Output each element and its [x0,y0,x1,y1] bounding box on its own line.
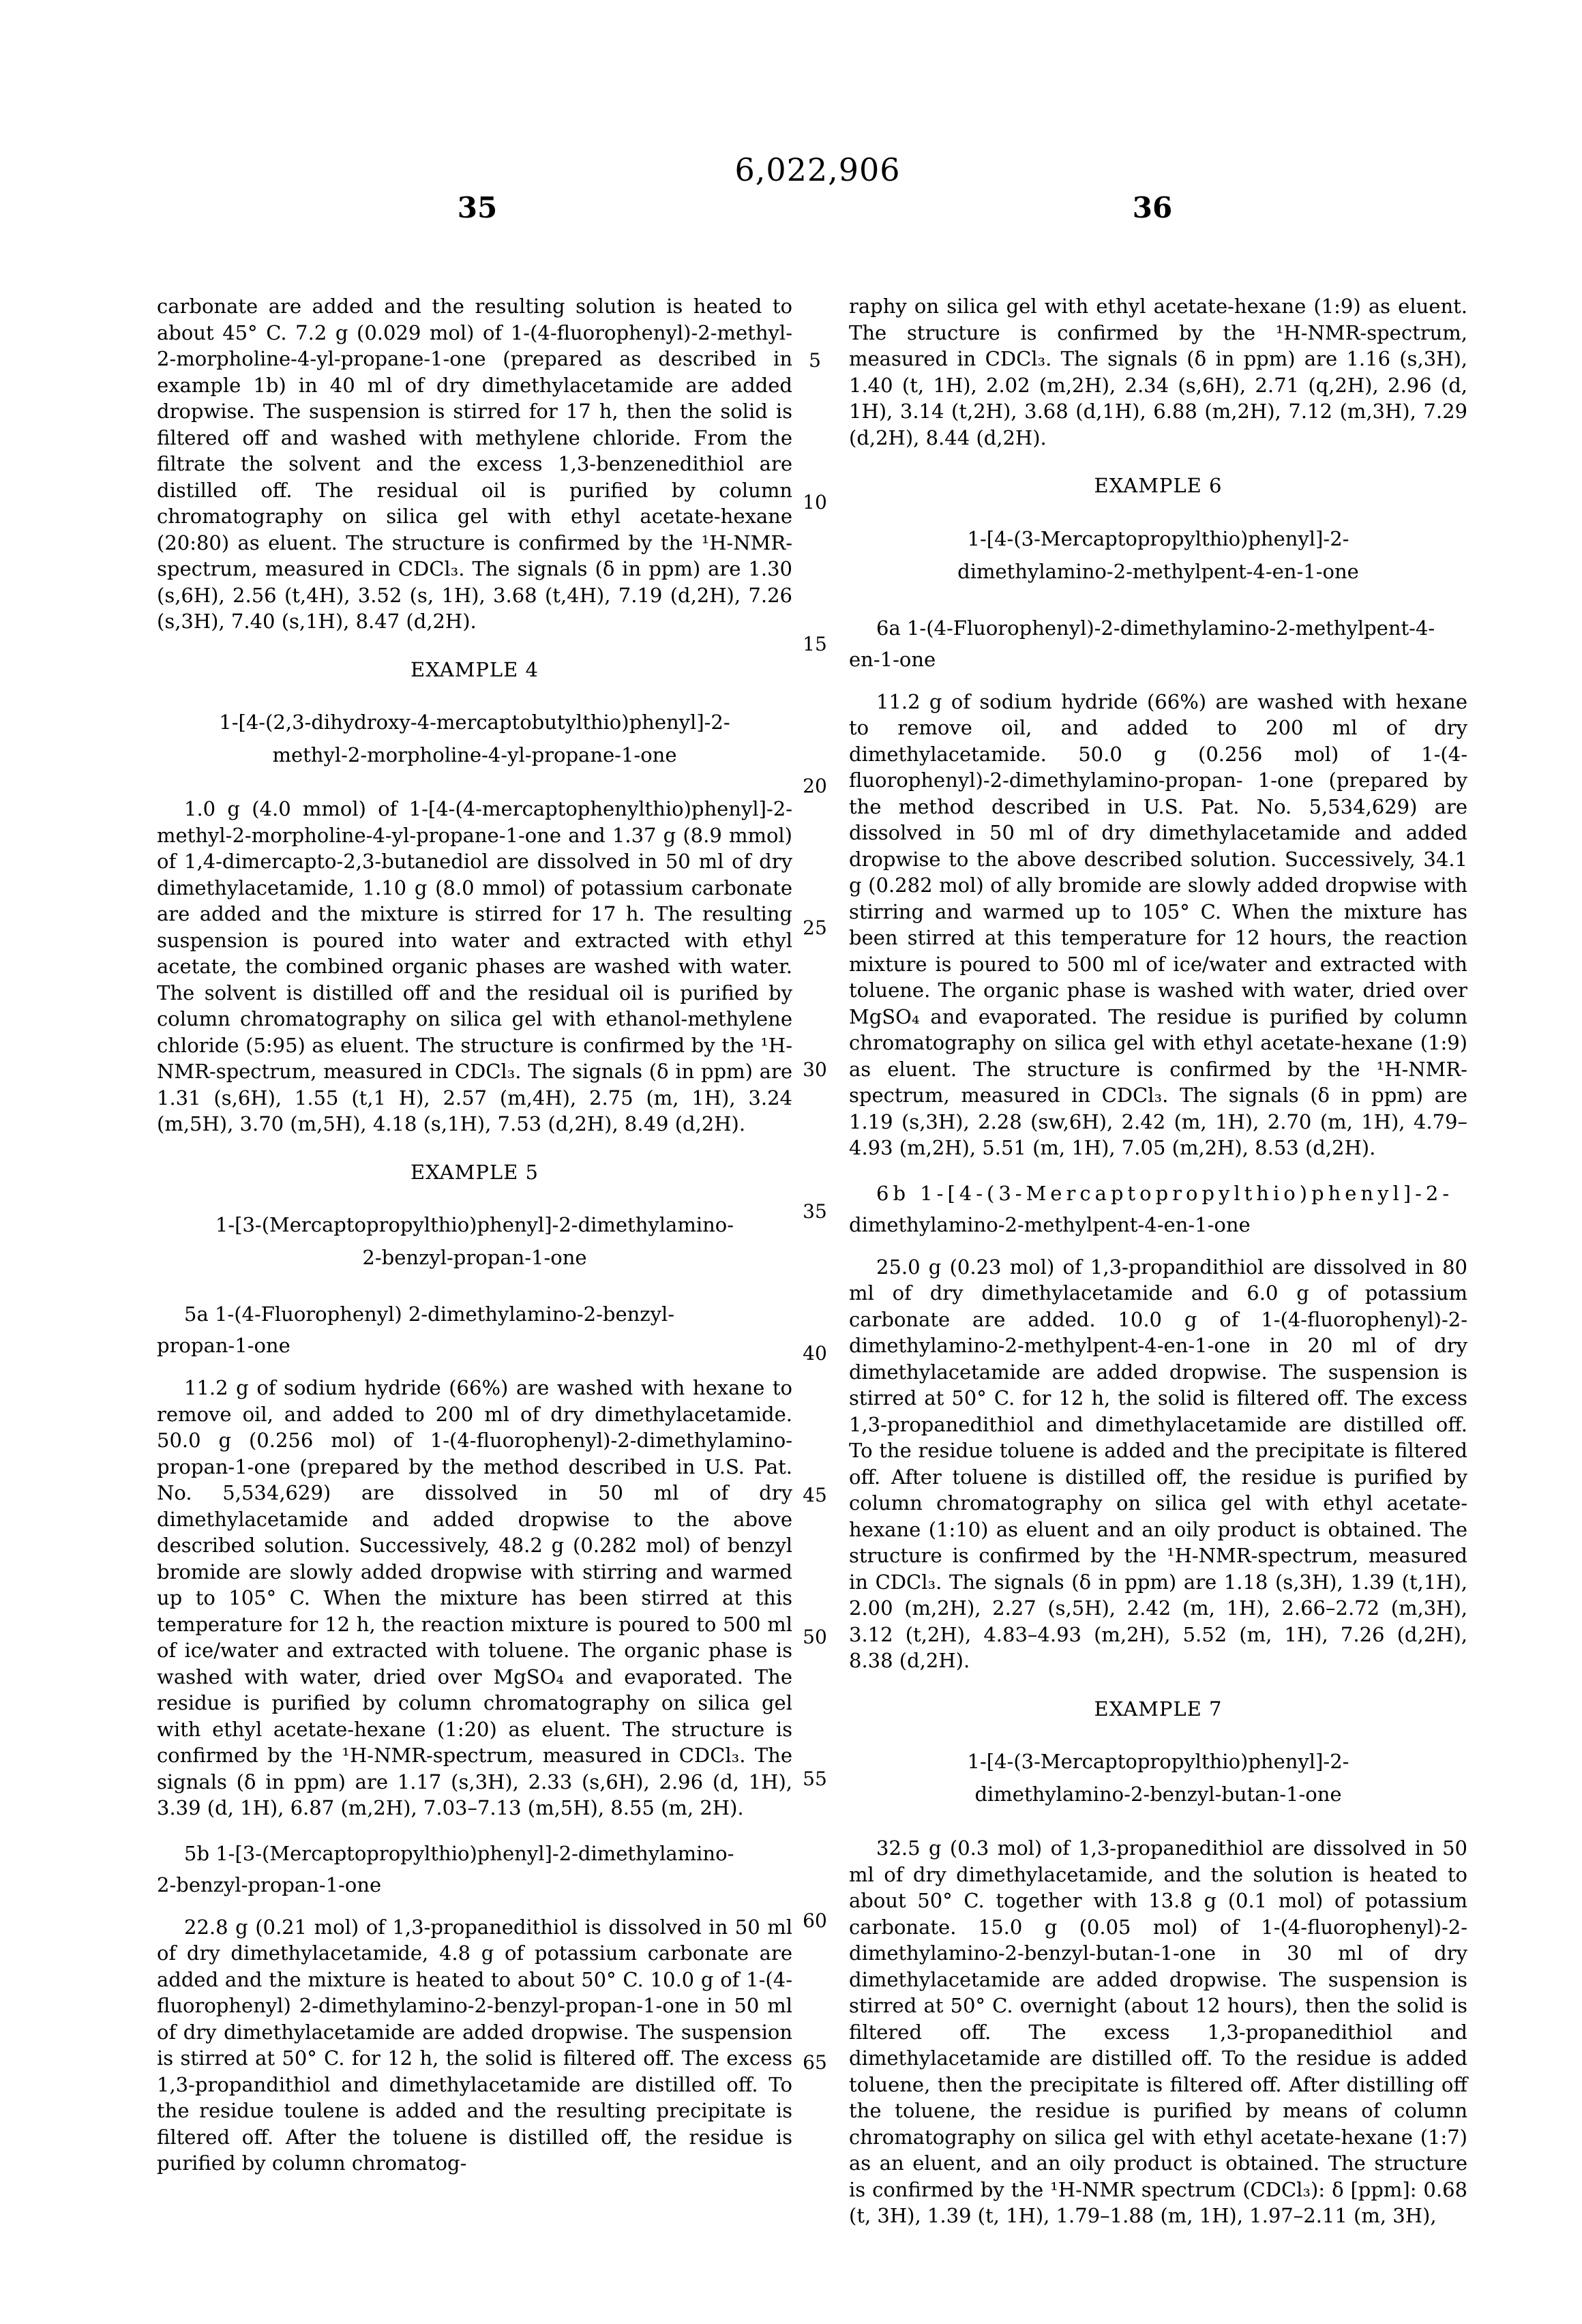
subsection-heading [849,1178,1467,1240]
example-heading: EXAMPLE 5 [410,1160,539,1184]
gutter-line-number: 65 [803,2051,827,2074]
title-line: 1-[4-(2,3-dihydroxy-4-mercaptobutylthio)phenyl]-2- [219,711,730,734]
subhead-line: 2-benzyl-propan-1-one [157,1873,382,1896]
subsection-heading [849,612,1467,675]
gutter-line-number: 60 [803,1909,827,1932]
title-line: 1-[4-(3-Mercaptopropylthio)phenyl]-2- [967,1750,1349,1773]
gutter-line-number: 45 [803,1484,827,1506]
subhead-line: 6a 1-(4-Fluorophenyl)-2-dimethylamino-2-methylpent-4- [876,616,1435,640]
gutter-line-number: 50 [803,1626,827,1648]
title-line: dimethylamino-2-benzyl-butan-1-one [974,1783,1342,1806]
gutter-line-number: 40 [803,1342,827,1365]
subhead-line: 5b 1-[3-(Mercaptopropylthio)phenyl]-2-dimethylamino- [184,1841,734,1865]
body-paragraph: 11.2 g of sodium hydride (66%) are washed with hexane to remove oil, and added to 200 ml of dry dimethylacetamide. 50.0 g (0.256 mol) of 1-(4-fluorophenyl)-2-dimethylamino-propan- 1-one (prepared by the method described in U.S. Pat. No. 5,534,629) are dissolved in 50 ml of dry dimethylacetamide and added dropwise to the above described solution. Successively, 34.1 g (0.282 mol) of ally bromide are slowly added dropwise with stirring and warmed up to 105° C. When the mixture has been stirred at this temperature for 12 hours, the reaction mixture is poured to 500 ml of ice/water and extracted with toluene. The organic phase is washed with water, dried over MgSO₄ and evaporated. The residue is purified by column chromatography on silica gel with ethyl acetate-hexane (1:9) as eluent. The structure is confirmed by the ¹H-NMR-spectrum, measured in CDCl₃. The signals (δ in ppm) are 1.19 (s,3H), 2.28 (sw,6H), 2.42 (m, 1H), 2.70 (m, 1H), 4.79–4.93 (m,2H), 5.51 (m, 1H), 7.05 (m,2H), 8.53 (d,2H). [849,689,1467,1159]
subhead-line: en-1-one [849,647,936,671]
body-paragraph: 32.5 g (0.3 mol) of 1,3-propanedithiol are dissolved in 50 ml of dry dimethylacetamide, and the solution is heated to about 50° C. together with 13.8 g (0.1 mol) of potassium carbonate. 15.0 g (0.05 mol) of 1-(4-fluorophenyl)-2-dimethylamino-2-benzyl-butan-1-one in 30 ml of dry dimethylacetamide are added dropwise. The suspension is stirred at 50° C. overnight (about 12 hours), then the solid is filtered off. The excess 1,3-propanedithiol and dimethylacetamide are distilled off. To the residue is added toluene, then the precipitate is filtered off. After distilling off the toluene, the residue is purified by means of column chromatography on silica gel with ethyl acetate-hexane (1:7) as an eluent, and an oily product is obtained. The structure is confirmed by the ¹H-NMR spectrum (CDCl₃): δ [ppm]: 0.68 (t, 3H), 1.39 (t, 1H), 1.79–1.88 (m, 1H), 1.97–2.11 (m, 3H), [849,1836,1467,2227]
compound-title [157,1208,792,1274]
title-line: 2-benzyl-propan-1-one [362,1246,587,1269]
gutter-line-number: 55 [803,1768,827,1790]
body-paragraph: 25.0 g (0.23 mol) of 1,3-propandithiol are dissolved in 80 ml of dry dimethylacetamide and 6.0 g of potassium carbonate are added. 10.0 g of 1-(4-fluorophenyl)-2-dimethylamino-2-methylpent-4-en-1-one in 20 ml of dry dimethylacetamide are added dropwise. The suspension is stirred at 50° C. for 12 h, the solid is filtered off. The excess 1,3-propanedithiol and dimethylacetamide are distilled off. To the residue toluene is added and the precipitate is filtered off. After toluene is distilled off, the residue is purified by column chromatography on silica gel with ethyl acetate-hexane (1:10) as eluent and an oily product is obtained. The structure is confirmed by the ¹H-NMR-spectrum, measured in CDCl₃. The signals (δ in ppm) are 1.18 (s,3H), 1.39 (t,1H), 2.00 (m,2H), 2.27 (s,5H), 2.42 (m, 1H), 2.66–2.72 (m,3H), 3.12 (t,2H), 4.83–4.93 (m,2H), 5.52 (m, 1H), 7.26 (d,2H), 8.38 (d,2H). [849,1255,1467,1672]
gutter-line-number: 35 [803,1200,827,1223]
title-line: dimethylamino-2-methylpent-4-en-1-one [957,559,1359,583]
gutter-line-number: 30 [803,1058,827,1081]
title-line: methyl-2-morpholine-4-yl-propane-1-one [272,743,677,766]
example-heading: EXAMPLE 4 [410,657,539,681]
subhead-line: 5a 1-(4-Fluorophenyl) 2-dimethylamino-2-benzyl- [184,1302,675,1326]
gutter-line-number: 20 [803,775,827,797]
example-heading: EXAMPLE 7 [1094,1697,1223,1720]
gutter-line-number: 15 [803,633,827,655]
compound-title [849,522,1467,588]
gutter-line-number: 5 [809,349,821,372]
title-line: 1-[3-(Mercaptopropylthio)phenyl]-2-dimethylamino- [215,1213,734,1236]
compound-title [849,1745,1467,1811]
example-heading: EXAMPLE 6 [1094,474,1223,497]
subhead-line: 6b 1-[4-(3-Mercaptopropylthio)phenyl]-2- [876,1181,1454,1205]
left-column-number: 35 [457,191,498,224]
subhead-line: dimethylamino-2-methylpent-4-en-1-one [849,1212,1251,1236]
right-column-number: 36 [1132,191,1173,224]
body-paragraph: 1.0 g (4.0 mmol) of 1-[4-(4-mercaptophenylthio)phenyl]-2-methyl-2-morpholine-4-yl-propane-1-one and 1.37 g (8.9 mmol) of 1,4-dimercapto-2,3-butanediol are dissolved in 50 ml of dry dimethylacetamide, 1.10 g (8.0 mmol) of potassium carbonate are added and the mixture is stirred for 17 h. The resulting suspension is poured into water and extracted with ethyl acetate, the combined organic phases are washed with water. The solvent is distilled off and the residual oil is purified by column chromatography on silica gel with ethanol-methylene chloride (5:95) as eluent. The structure is confirmed by the ¹H-NMR-spectrum, measured in CDCl₃. The signals (δ in ppm) are 1.31 (s,6H), 1.55 (t,1 H), 2.57 (m,4H), 2.75 (m, 1H), 3.24 (m,5H), 3.70 (m,5H), 4.18 (s,1H), 7.53 (d,2H), 8.49 (d,2H). [157,797,792,1135]
gutter-line-number: 25 [803,917,827,939]
body-paragraph: carbonate are added and the resulting solution is heated to about 45° C. 7.2 g (0.029 mol) of 1-(4-fluorophenyl)-2-methyl-2-morpholine-4-yl-propane-1-one (prepared as described in example 1b) in 40 ml of dry dimethylacetamide are added dropwise. The suspension is stirred for 17 h, then the solid is filtered off and washed with methylene chloride. From the filtrate the solvent and the excess 1,3-benzenedithiol are distilled off. The residual oil is purified by column chromatography on silica gel with ethyl acetate-hexane (20:80) as eluent. The structure is confirmed by the ¹H-NMR-spectrum, measured in CDCl₃. The signals (δ in ppm) are 1.30 (s,6H), 2.56 (t,4H), 3.52 (s, 1H), 3.68 (t,4H), 7.19 (d,2H), 7.26 (s,3H), 7.40 (s,1H), 8.47 (d,2H). [157,295,792,633]
body-paragraph: raphy on silica gel with ethyl acetate-hexane (1:9) as eluent. The structure is confirmed by the ¹H-NMR-spectrum, measured in CDCl₃. The signals (δ in ppm) are 1.16 (s,3H), 1.40 (t, 1H), 2.02 (m,2H), 2.34 (s,6H), 2.71 (q,2H), 2.96 (d, 1H), 3.14 (t,2H), 3.68 (d,1H), 6.88 (m,2H), 7.12 (m,3H), 7.29 (d,2H), 8.44 (d,2H). [849,295,1467,449]
patent-number: 6,022,906 [734,151,901,188]
subsection-heading [157,1298,792,1361]
gutter-line-number: 10 [803,491,827,513]
subhead-line: propan-1-one [157,1334,290,1357]
right-column [849,293,1467,2229]
left-column [157,293,792,2177]
body-paragraph: 11.2 g of sodium hydride (66%) are washed with hexane to remove oil, and added to 200 ml of dry dimethylacetamide. 50.0 g (0.256 mol) of 1-(4-fluorophenyl)-2-dimethylamino-propan-1-one (prepared by the method described in U.S. Pat. No. 5,534,629) are dissolved in 50 ml of dry dimethylacetamide and added dropwise to the above described solution. Successively, 48.2 g (0.282 mol) of benzyl bromide are slowly added dropwise with stirring and warmed up to 105° C. When the mixture has been stirred at this temperature for 12 h, the reaction mixture is poured to 500 ml of ice/water and extracted with toluene. The organic phase is washed with water, dried over MgSO₄ and evaporated. The residue is purified by column chromatography on silica gel with ethyl acetate-hexane (1:20) as eluent. The structure is confirmed by the ¹H-NMR-spectrum, measured in CDCl₃. The signals (δ in ppm) are 1.17 (s,3H), 2.33 (s,6H), 2.96 (d, 1H), 3.39 (d, 1H), 6.87 (m,2H), 7.03–7.13 (m,5H), 8.55 (m, 2H). [157,1376,792,1819]
title-line: 1-[4-(3-Mercaptopropylthio)phenyl]-2- [967,526,1349,550]
subsection-heading [157,1838,792,1901]
compound-title [157,706,792,771]
body-paragraph: 22.8 g (0.21 mol) of 1,3-propanedithiol is dissolved in 50 ml of dry dimethylacetamide, 4.8 g of potassium carbonate are added and the mixture is heated to about 50° C. 10.0 g of 1-(4-fluorophenyl) 2-dimethylamino-2-benzyl-propan-1-one in 50 ml of dry dimethylacetamide are added dropwise. The suspension is stirred at 50° C. for 12 h, the solid is filtered off. The excess 1,3-propandithiol and dimethylacetamide are distilled off. To the residue toulene is added and the resulting precipitate is filtered off. After the toluene is distilled off, the residue is purified by column chromatog- [157,1915,792,2175]
